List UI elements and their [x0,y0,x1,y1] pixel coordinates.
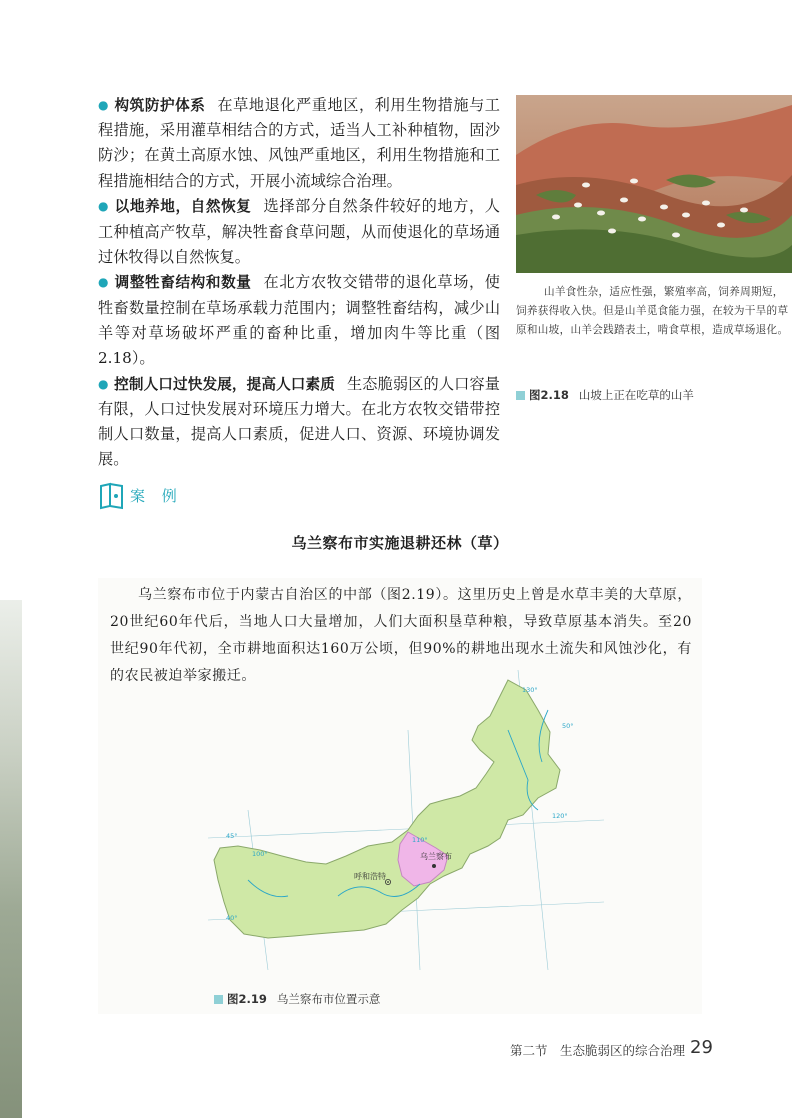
measure-heading: 构筑防护体系 [114,97,206,114]
ulanqab-marker [432,864,436,868]
measure-text: 选择部分自然条件较好的地方，人工种植高产牧草，解决牲畜食草问题，从而使退化的草场通过休牧得以自然恢复。 [98,197,500,266]
measure-text: 在草地退化严重地区，利用生物措施与工程措施，采用灌草相结合的方式，适当人工补种植物，固沙防沙；在黄土高原水蚀、风蚀严重地区，利用生物措施和工程措施相结合的方式，开展小流域综合治理。 [98,96,500,190]
inner-mongolia-map [208,670,604,970]
goats-on-hillside-photo [516,95,792,273]
page-number: 29 [690,1037,713,1058]
grid-label-100: 100° [252,850,268,858]
measure-heading: 以地养地，自然恢复 [114,198,252,216]
photo-note: 山羊食性杂，适应性强，繁殖率高，饲养周期短，饲养获得收入快。但是山羊觅食能力强，在较为干旱的草原和山坡，山羊会践踏表土，啃食草根，造成草场退化。 [516,286,789,336]
page-edge-photo-strip [0,600,22,1118]
figure-number: 图2.18 [529,388,569,402]
measure-item [98,270,500,371]
case-title: 乌兰察布市实施退耕还林（草） [291,534,509,552]
grid-label-110: 110° [412,836,428,844]
hohhot-marker-dot [387,881,389,883]
figure-number: 图2.19 [227,992,267,1006]
grid-label-40: 40° [226,914,238,922]
measure-heading: 调整牲畜结构和数量 [114,274,252,292]
bullet-dot-icon: ● [98,98,109,112]
measure-item [98,194,500,270]
figure-2-18-caption [516,387,694,403]
footer-section-title: 第二节 生态脆弱区的综合治理 [510,1043,686,1058]
map-label-ulanqab: 乌兰察布 [420,852,452,861]
measure-heading: 控制人口过快发展，提高人口素质 [114,375,335,393]
bullet-dot-icon: ● [98,275,109,290]
case-book-icon [98,482,126,510]
map-label-hohhot: 呼和浩特 [354,872,386,881]
measure-item [98,93,500,194]
caption-square-icon [214,995,223,1004]
grid-label-120: 120° [552,812,568,820]
measures-list [98,93,500,473]
grid-label-50: 50° [562,722,574,730]
bullet-dot-icon: ● [98,199,109,214]
grid-label-45: 45° [226,832,238,840]
case-label: 案 例 [130,487,183,505]
figure-caption-text: 乌兰察布市位置示意 [276,992,381,1006]
measure-text: 生态脆弱区的人口容量有限，人口过快发展对环境压力增大。在北方农牧交错带控制人口数量，提高人口素质，促进人口、资源、环境协调发展。 [98,374,500,469]
bullet-dot-icon: ● [98,376,109,391]
measure-item [98,372,500,473]
grid-label-130: 130° [522,686,538,694]
figure-caption-text: 山坡上正在吃草的山羊 [578,388,694,402]
figure-2-19-caption [214,991,380,1007]
measure-text: 在北方农牧交错带的退化草场，使牲畜数量控制在草场承载力范围内；调整牲畜结构，减少山羊等对草场破坏严重的畜种比重，增加肉牛等比重（图2.18）。 [98,273,500,368]
inner-mongolia-region [214,680,560,938]
case-text: 乌兰察布市位于内蒙古自治区的中部（图2.19）。这里历史上曾是水草丰美的大草原，20世纪60年代后，当地人口大量增加，人们大面积垦草种粮，导致草原基本消失。至20世纪90年代初，全市耕地面积达160万公顷，但90%的耕地出现水土流失和风蚀沙化，有的农民被迫举家搬迁。 [110,587,692,684]
caption-square-icon [516,391,525,400]
